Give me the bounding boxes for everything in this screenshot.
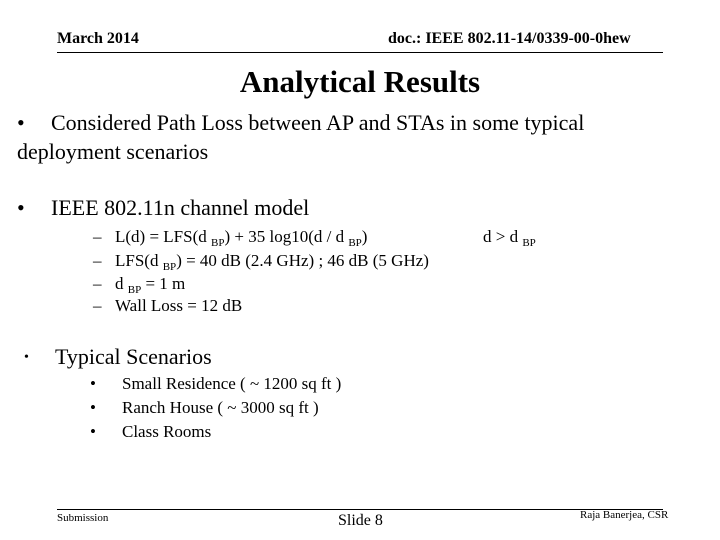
scenario-item: Small Residence ( ~ 1200 sq ft ) bbox=[122, 374, 342, 393]
bullet3-marker: • bbox=[24, 350, 29, 365]
scenario-item: Ranch House ( ~ 3000 sq ft ) bbox=[122, 398, 319, 417]
formula-dbp bbox=[115, 274, 185, 294]
sub-bullet-marker: • bbox=[90, 374, 96, 393]
bullet1-line1: Considered Path Loss between AP and STAs in some typical bbox=[51, 110, 585, 135]
footer-author: Raja Banerjea, CSR bbox=[580, 509, 669, 521]
sub-bullet-marker: • bbox=[90, 398, 96, 417]
formula-part: L(d) = LFS(d bbox=[115, 227, 211, 246]
slide-number: Slide 8 bbox=[338, 512, 383, 529]
header-doc-id: doc.: IEEE 802.11-14/0339-00-0hew bbox=[388, 30, 631, 47]
subscript: BP bbox=[348, 237, 362, 249]
formula-part: d bbox=[115, 274, 128, 293]
formula-part: ) = 40 dB (2.4 GHz) ; 46 dB (5 GHz) bbox=[176, 251, 429, 270]
formula-part: = 1 m bbox=[141, 274, 186, 293]
bullet2-text: IEEE 802.11n channel model bbox=[51, 195, 310, 220]
dash-marker: – bbox=[93, 227, 102, 246]
subscript: BP bbox=[211, 237, 225, 249]
subscript: BP bbox=[522, 237, 536, 249]
formula-part: LFS(d bbox=[115, 251, 163, 270]
formula-part: d > d bbox=[483, 227, 523, 246]
dash-marker: – bbox=[93, 296, 102, 315]
formula-part: ) + 35 log10(d / d bbox=[224, 227, 349, 246]
formula-lfs bbox=[115, 251, 429, 271]
header-date: March 2014 bbox=[57, 30, 139, 47]
formula-part: ) bbox=[361, 227, 368, 246]
formula-condition bbox=[483, 227, 536, 247]
bullet3-text: Typical Scenarios bbox=[55, 344, 212, 369]
header-rule bbox=[57, 52, 663, 53]
wall-loss: Wall Loss = 12 dB bbox=[115, 296, 243, 315]
subscript: BP bbox=[162, 261, 177, 273]
bullet2-marker: • bbox=[17, 195, 25, 220]
scenario-item: Class Rooms bbox=[122, 422, 212, 441]
subscript: BP bbox=[127, 284, 142, 296]
formula-path-loss bbox=[115, 227, 367, 247]
bullet1-line2: deployment scenarios bbox=[17, 139, 209, 164]
bullet1-marker: • bbox=[17, 110, 25, 135]
sub-bullet-marker: • bbox=[90, 422, 96, 441]
slide-title: Analytical Results bbox=[239, 64, 481, 99]
dash-marker: – bbox=[93, 274, 102, 293]
footer-rule bbox=[57, 509, 663, 510]
dash-marker: – bbox=[93, 251, 102, 270]
footer-submission: Submission bbox=[57, 512, 109, 524]
